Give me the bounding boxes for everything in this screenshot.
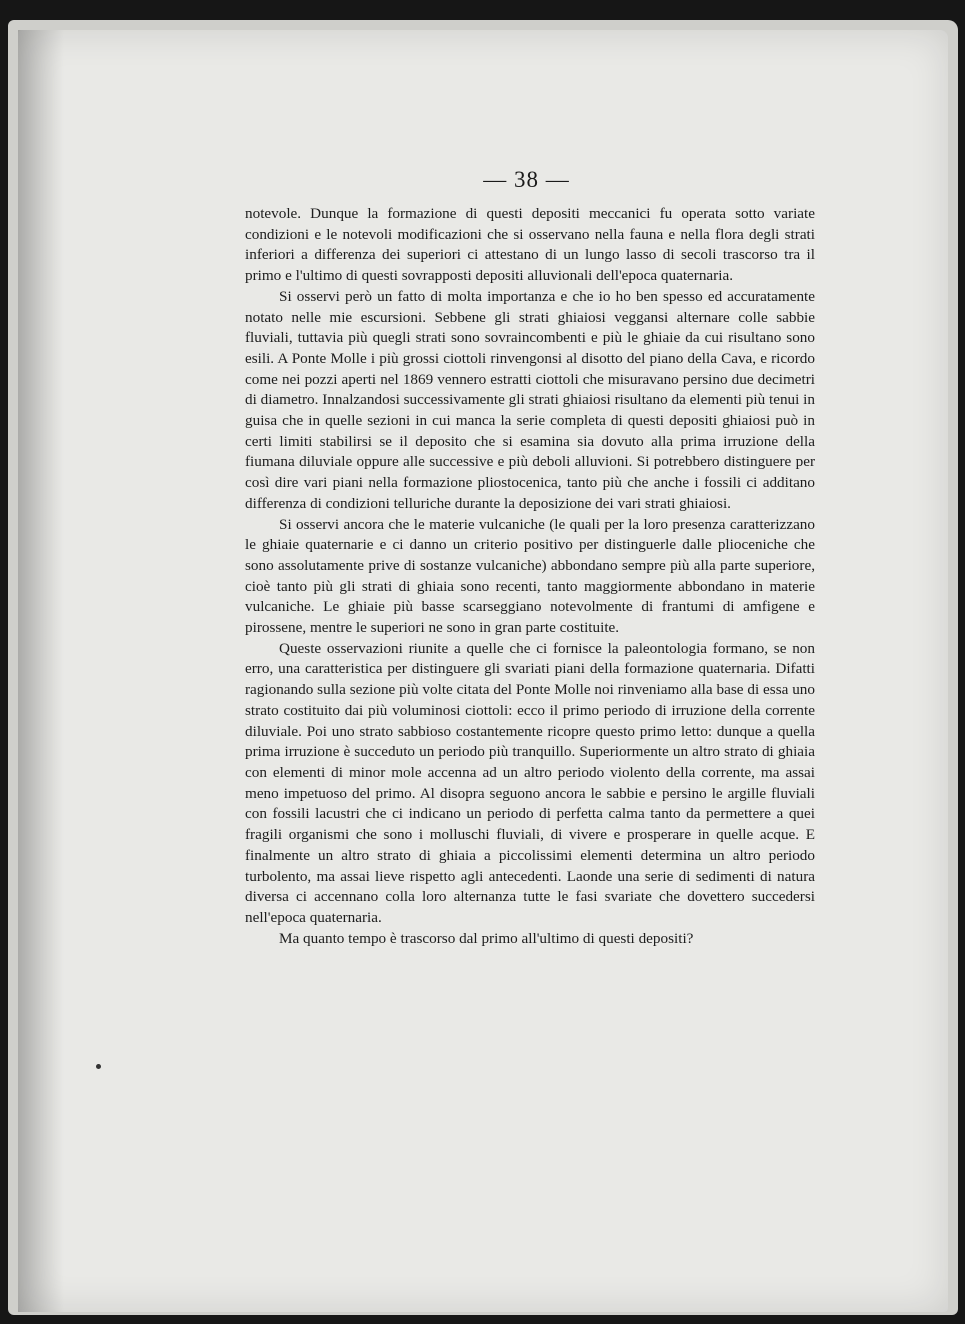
page-number: — 38 — <box>483 167 570 192</box>
paragraph: Queste osservazioni riunite a quelle che ci fornisce la paleontologia formano, se non erro, una caratteristica per distinguere gli svariati piani della formazione quaternaria. Difatti ragionando sulla sezione più volte citata del Ponte Molle noi rinveniamo alla base di essa uno strato costituito dai più voluminosi ciottoli: ecco il primo periodo di irruzione della corrente diluviale. Poi uno strato sabbioso costantemente ricopre questo primo letto: dunque a quella prima irruzione è succeduto un periodo più tranquillo. Superiormente un altro strato di ghiaia con elementi di minor mole accenna ad un altro periodo violento della corrente, ma assai meno impetuoso del primo. Al disopra seguono ancora le sabbie e persino le argille fluviali con fossili lacustri che ci indicano un periodo di perfetta calma tanto da permettere a quei fragili organismi che sono i molluschi fluviali, di vivere e prosperare in quelle acque. E finalmente un altro strato di ghiaia a piccolissimi elementi determina un altro periodo turbolento, ma assai lieve rispetto agli antecedenti. Laonde una serie di sedimenti di natura diversa ci accennano colla loro alternanza tutte le fasi svariate che dovettero succedersi nell'epoca quaternaria. <box>245 639 815 926</box>
paragraph: Si osservi ancora che le materie vulcaniche (le quali per la loro presenza caratterizzano le ghiaie quaternarie e ci danno un criterio positivo per distinguerle dalle plioceniche che sono assolutamente prive di sostanze vulcaniche) abbondano sempre più alla parte superiore, cioè tanto più gli strati di ghiaia sono recenti, tanto maggiormente abbondano in materie vulcaniche. Le ghiaie più basse scarseggiano notevolmente di frantumi di amfigene e pirossene, mentre le superiori ne sono in gran parte costituite. <box>245 515 815 637</box>
gutter-shadow <box>18 30 64 1312</box>
body-text <box>245 204 815 949</box>
paragraph: notevole. Dunque la formazione di questi depositi meccanici fu operata sotto variate condizioni e le notevoli modificazioni che si osservano nella fauna e nella flora degli strati inferiori a differenza dei superiori ci attestano di un lungo lasso di secoli trascorso tra il primo e l'ultimo di questi sovrapposti depositi alluvionali dell'epoca quaternaria. <box>245 205 815 285</box>
ink-speck <box>96 1064 101 1069</box>
paragraph: Ma quanto tempo è trascorso dal primo all'ultimo di questi depositi? <box>279 929 694 947</box>
paragraph: Si osservi però un fatto di molta importanza e che io ho ben spesso ed accuratamente notato nelle mie escursioni. Sebbene gli strati ghiaiosi veggansi alternare colle sabbie fluviali, tuttavia più quegli strati sono sovraincombenti e più le ghiaie da cui risultano sono esili. A Ponte Molle i più grossi ciottoli rinvengonsi al disotto del piano della Cava, e ricordo come nei pozzi aperti nel 1869 vennero estratti ciottoli che misuravano persino due decimetri di diametro. Innalzandosi successivamente gli strati ghiaiosi risultano da elementi più tenui in guisa che in quelle sezioni in cui manca la serie completa di questi depositi ghiaiosi può in certi limiti stabilirsi se il deposito che si esamina sia dovuto alla prima irruzione della fiumana diluviale oppure alle successive e più deboli alluvioni. Si potrebbero distinguere per così dire vari piani nella formazione pliostocenica, tanto più che anche i fossili ci additano differenza di condizioni telluriche durante la deposizione dei vari strati ghiaiosi. <box>245 287 815 512</box>
